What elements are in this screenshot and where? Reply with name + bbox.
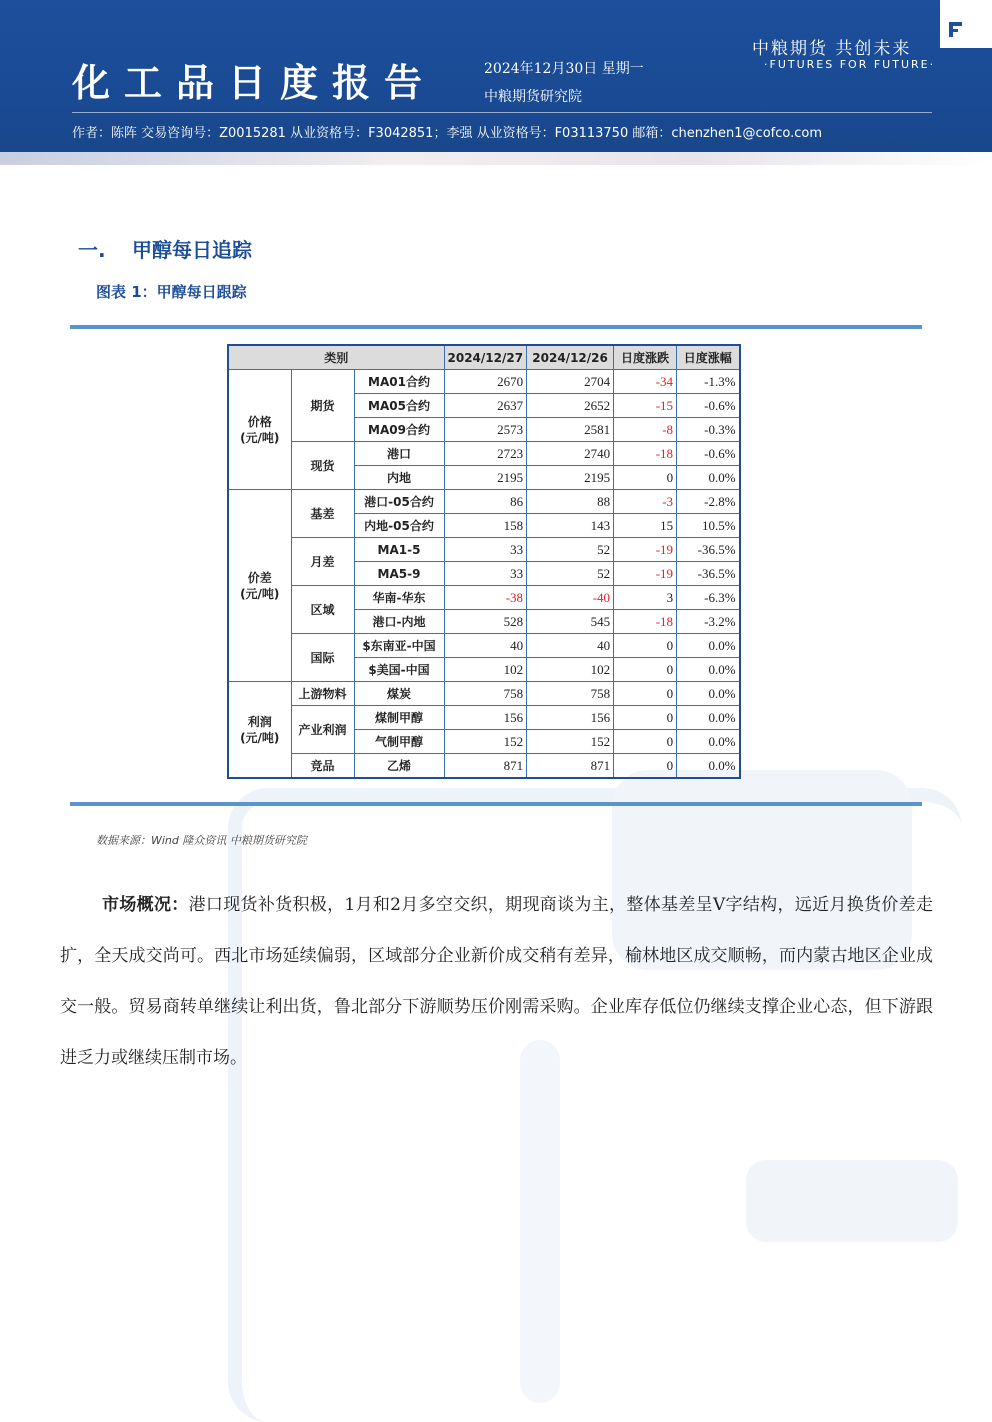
cell-change: 0 [614, 658, 677, 682]
cell-d1: 33 [444, 538, 527, 562]
cell-change: 0 [614, 730, 677, 754]
table-row [228, 490, 740, 514]
author-info: 作者：陈阵 交易咨询号：Z0015281 从业资格号：F3042851；李强 从业资格号：F03113750 邮箱：chenzhen1@cofco.com [72, 126, 822, 141]
row-item: MA01合约 [354, 370, 444, 394]
cell-d1: 102 [444, 658, 527, 682]
row-item: 内地-05合约 [354, 514, 444, 538]
row-item: 煤炭 [354, 682, 444, 706]
cell-d2: 2581 [527, 418, 614, 442]
cell-d2: 2704 [527, 370, 614, 394]
row-item: 港口 [354, 442, 444, 466]
subgroup-upstream: 上游物料 [291, 682, 354, 706]
cell-d2: -40 [527, 586, 614, 610]
header-date-1: 2024/12/27 [444, 345, 527, 370]
report-header [0, 0, 992, 165]
row-item: $美国-中国 [354, 658, 444, 682]
cell-d1: 33 [444, 562, 527, 586]
methanol-tracking-table [227, 344, 741, 779]
cell-pct: -36.5% [677, 562, 740, 586]
cell-pct: 0.0% [677, 634, 740, 658]
cell-pct: 10.5% [677, 514, 740, 538]
subgroup-industry-profit: 产业利润 [291, 706, 354, 754]
cell-change: 0 [614, 634, 677, 658]
row-item: 乙烯 [354, 754, 444, 779]
row-item: MA5-9 [354, 562, 444, 586]
market-overview-label: 市场概况： [102, 895, 189, 915]
report-title: 化工品日度报告 [72, 60, 437, 105]
row-item: MA09合约 [354, 418, 444, 442]
subgroup-spot: 现货 [291, 442, 354, 490]
cell-change: -19 [614, 538, 677, 562]
cell-pct: -2.8% [677, 490, 740, 514]
cell-change: 3 [614, 586, 677, 610]
header-divider [72, 112, 932, 113]
table-row [228, 442, 740, 466]
cell-pct: -0.6% [677, 394, 740, 418]
cell-d2: 156 [527, 706, 614, 730]
table-row [228, 706, 740, 730]
cell-change: -18 [614, 442, 677, 466]
cell-d1: 2195 [444, 466, 527, 490]
cell-d2: 2740 [527, 442, 614, 466]
cell-pct: 0.0% [677, 706, 740, 730]
cell-pct: 0.0% [677, 682, 740, 706]
cell-d2: 40 [527, 634, 614, 658]
table-row [228, 586, 740, 610]
cell-d2: 88 [527, 490, 614, 514]
table-row [228, 538, 740, 562]
table-row [228, 634, 740, 658]
row-item: 气制甲醇 [354, 730, 444, 754]
cell-change: 15 [614, 514, 677, 538]
row-item: MA1-5 [354, 538, 444, 562]
section-number: 一. [78, 238, 106, 262]
table-bottom-rule [70, 802, 922, 806]
cell-d2: 871 [527, 754, 614, 779]
cell-pct: 0.0% [677, 730, 740, 754]
cell-d1: 152 [444, 730, 527, 754]
cell-pct: 0.0% [677, 466, 740, 490]
subgroup-competitor: 竞品 [291, 754, 354, 779]
market-overview-text: 港口现货补货积极，1月和2月多空交织，期现商谈为主，整体基差呈V字结构，远近月换货价差走扩，全天成交尚可。西北市场延续偏弱，区域部分企业新价成交稍有差异，榆林地区成交顺畅，而内蒙古地区企业成交一般。贸易商转单继续让利出货，鲁北部分下游顺势压价刚需采购。企业库存低位仍继续支撑企业心态，但下游跟进乏力或继续压制市场。 [60, 895, 933, 1068]
header-fade-strip [0, 152, 992, 165]
cell-change: -15 [614, 394, 677, 418]
subgroup-basis: 基差 [291, 490, 354, 538]
cell-d2: 758 [527, 682, 614, 706]
row-item: 内地 [354, 466, 444, 490]
cell-d2: 52 [527, 562, 614, 586]
subgroup-region: 区域 [291, 586, 354, 634]
subgroup-futures: 期货 [291, 370, 354, 442]
cell-pct: -1.3% [677, 370, 740, 394]
cell-change: -18 [614, 610, 677, 634]
subgroup-international: 国际 [291, 634, 354, 682]
cell-d1: 528 [444, 610, 527, 634]
brand-slogan: 中粮期货 共创未来 [752, 39, 912, 59]
header-daily-change: 日度涨跌 [614, 345, 677, 370]
watermark-shape [520, 1040, 560, 1403]
cell-pct: -0.6% [677, 442, 740, 466]
cell-change: 0 [614, 754, 677, 779]
cell-d2: 152 [527, 730, 614, 754]
watermark-shape [746, 1160, 958, 1242]
cell-pct: -3.2% [677, 610, 740, 634]
cell-change: -8 [614, 418, 677, 442]
cell-pct: 0.0% [677, 754, 740, 779]
cell-change: 0 [614, 706, 677, 730]
cell-d1: 871 [444, 754, 527, 779]
cell-d1: 2637 [444, 394, 527, 418]
table-row [228, 370, 740, 394]
cell-pct: -36.5% [677, 538, 740, 562]
header-category: 类别 [228, 345, 444, 370]
row-item: 港口-05合约 [354, 490, 444, 514]
cell-d2: 2652 [527, 394, 614, 418]
cell-d1: -38 [444, 586, 527, 610]
cell-d2: 52 [527, 538, 614, 562]
cell-change: -3 [614, 490, 677, 514]
data-source-note: 数据来源：Wind 隆众资讯 中粮期货研究院 [96, 834, 307, 847]
cell-d1: 758 [444, 682, 527, 706]
cell-d1: 2573 [444, 418, 527, 442]
cell-d2: 2195 [527, 466, 614, 490]
row-item: $东南亚-中国 [354, 634, 444, 658]
header-daily-pct: 日度涨幅 [677, 345, 740, 370]
cell-d1: 86 [444, 490, 527, 514]
cell-pct: -0.3% [677, 418, 740, 442]
group-profit: 利润 (元/吨) [228, 682, 291, 779]
header-date-2: 2024/12/26 [527, 345, 614, 370]
cell-change: 0 [614, 466, 677, 490]
row-item: MA05合约 [354, 394, 444, 418]
figure-title: 图表 1：甲醇每日跟踪 [96, 283, 247, 301]
group-price: 价格 (元/吨) [228, 370, 291, 490]
brand-slogan-en: ·FUTURES FOR FUTURE· [764, 58, 936, 71]
cell-d1: 156 [444, 706, 527, 730]
institute-name: 中粮期货研究院 [484, 89, 582, 105]
section-title: 甲醇每日追踪 [132, 238, 252, 262]
table-row [228, 754, 740, 779]
cell-d2: 143 [527, 514, 614, 538]
report-date: 2024年12月30日 星期一 [484, 61, 644, 77]
cell-pct: -6.3% [677, 586, 740, 610]
cell-d2: 102 [527, 658, 614, 682]
cell-change: 0 [614, 682, 677, 706]
cell-d1: 158 [444, 514, 527, 538]
row-item: 华南-华东 [354, 586, 444, 610]
table-top-rule [70, 325, 922, 329]
cell-d2: 545 [527, 610, 614, 634]
table-row [228, 682, 740, 706]
cell-change: -34 [614, 370, 677, 394]
cell-pct: 0.0% [677, 658, 740, 682]
table-header-row [228, 345, 740, 370]
row-item: 煤制甲醇 [354, 706, 444, 730]
company-logo-icon [940, 14, 970, 44]
subgroup-month-spread: 月差 [291, 538, 354, 586]
cell-d1: 2723 [444, 442, 527, 466]
cell-d1: 2670 [444, 370, 527, 394]
row-item: 港口-内地 [354, 610, 444, 634]
market-overview-paragraph [60, 880, 933, 1084]
cell-change: -19 [614, 562, 677, 586]
group-spread: 价差 (元/吨) [228, 490, 291, 682]
cell-d1: 40 [444, 634, 527, 658]
